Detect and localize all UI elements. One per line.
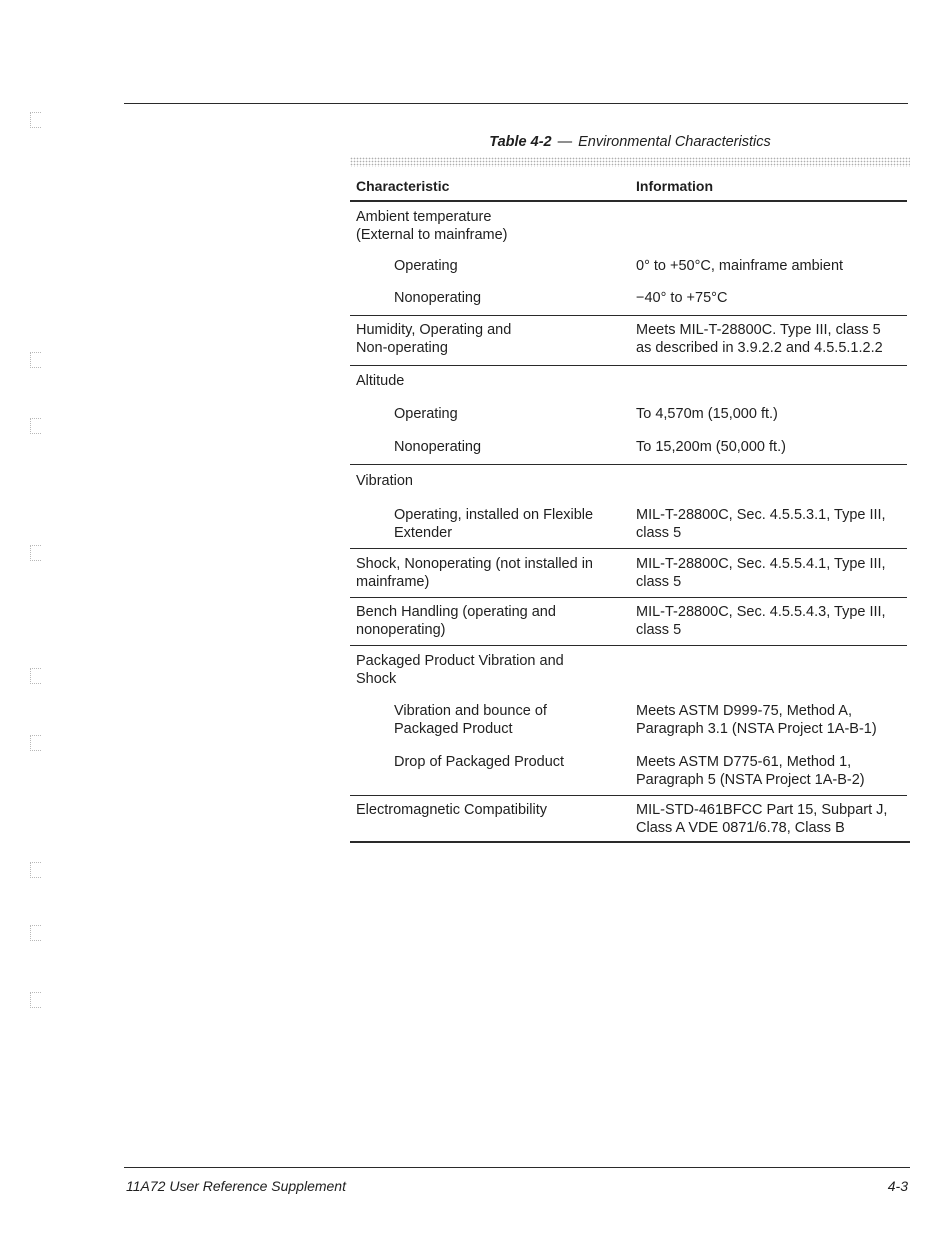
row-divider bbox=[350, 645, 907, 646]
row-vibration-label: Vibration bbox=[356, 473, 413, 489]
label-line: Vibration and bounce of bbox=[394, 703, 547, 719]
margin-mark bbox=[30, 112, 41, 128]
margin-mark bbox=[30, 925, 41, 941]
row-altitude-operating-value: To 4,570m (15,000 ft.) bbox=[636, 406, 778, 422]
row-divider bbox=[350, 464, 907, 465]
margin-mark bbox=[30, 992, 41, 1008]
row-humidity-label bbox=[356, 322, 511, 357]
row-divider bbox=[350, 315, 907, 316]
value-line: class 5 bbox=[636, 621, 682, 638]
row-emc-value bbox=[636, 802, 887, 837]
row-altitude-nonoperating-value: To 15,200m (50,000 ft.) bbox=[636, 439, 786, 455]
value-line: MIL-T-28800C, Sec. 4.5.5.4.1, Type III, bbox=[636, 556, 886, 572]
margin-mark bbox=[30, 545, 41, 561]
label-line: Non-operating bbox=[356, 339, 448, 356]
value-line: class 5 bbox=[636, 573, 682, 590]
row-emc-label: Electromagnetic Compatibility bbox=[356, 802, 547, 818]
row-divider bbox=[350, 795, 907, 796]
label-line: Shock, Nonoperating (not installed in bbox=[356, 556, 593, 572]
margin-mark bbox=[30, 418, 41, 434]
title-dotted-rule bbox=[350, 157, 910, 167]
row-divider bbox=[350, 548, 907, 549]
margin-mark bbox=[30, 862, 41, 878]
row-packaged-sub2-label: Drop of Packaged Product bbox=[394, 754, 565, 770]
value-line: as described in 3.9.2.2 and 4.5.5.1.2.2 bbox=[636, 339, 883, 356]
row-divider bbox=[350, 365, 907, 366]
label-line: Shock bbox=[356, 670, 397, 687]
table-bottom-rule bbox=[350, 841, 910, 843]
row-ambient-nonoperating-value: −40° to +75°C bbox=[636, 290, 728, 306]
row-packaged-value2 bbox=[636, 754, 865, 789]
value-line: Meets ASTM D999-75, Method A, bbox=[636, 703, 852, 719]
row-bench-value bbox=[636, 604, 886, 639]
label-line: Ambient temperature bbox=[356, 209, 492, 225]
value-line: Paragraph 3.1 (NSTA Project 1A-B-1) bbox=[636, 720, 877, 737]
table-title bbox=[350, 134, 910, 150]
label-line: mainframe) bbox=[356, 573, 430, 590]
row-ambient-label bbox=[356, 209, 508, 244]
row-packaged-value1 bbox=[636, 703, 877, 738]
row-humidity-value bbox=[636, 322, 883, 357]
page-top-rule bbox=[124, 103, 908, 104]
row-packaged-sub1-label bbox=[394, 703, 547, 738]
label-line: Packaged Product bbox=[394, 720, 513, 737]
margin-mark bbox=[30, 668, 41, 684]
table-number: Table 4-2 bbox=[489, 134, 552, 150]
label-line: nonoperating) bbox=[356, 621, 446, 638]
margin-mark bbox=[30, 735, 41, 751]
label-line: (External to mainframe) bbox=[356, 226, 508, 243]
footer-page-number: 4-3 bbox=[887, 1178, 908, 1194]
row-altitude-label: Altitude bbox=[356, 373, 405, 389]
row-shock-value bbox=[636, 556, 886, 591]
footer-doc-title: 11A72 User Reference Supplement bbox=[126, 1178, 346, 1194]
value-line: Meets ASTM D775-61, Method 1, bbox=[636, 754, 852, 770]
row-ambient-operating-label: Operating bbox=[394, 258, 458, 274]
row-altitude-operating-label: Operating bbox=[394, 406, 458, 422]
footer-rule bbox=[124, 1167, 910, 1168]
row-packaged-label bbox=[356, 653, 564, 688]
table-name: Environmental Characteristics bbox=[578, 134, 771, 150]
column-header-characteristic: Characteristic bbox=[356, 178, 450, 194]
value-line: MIL-T-28800C, Sec. 4.5.5.4.3, Type III, bbox=[636, 604, 886, 620]
value-line: Class A VDE 0871/6.78, Class B bbox=[636, 819, 845, 836]
label-line: Packaged Product Vibration and bbox=[356, 653, 564, 669]
row-ambient-nonoperating-label: Nonoperating bbox=[394, 290, 482, 306]
row-divider bbox=[350, 597, 907, 598]
value-line: Paragraph 5 (NSTA Project 1A-B-2) bbox=[636, 771, 865, 788]
value-line: class 5 bbox=[636, 524, 682, 541]
row-vibration-sub-label bbox=[394, 507, 593, 542]
row-bench-label bbox=[356, 604, 556, 639]
label-line: Extender bbox=[394, 524, 453, 541]
label-line: Bench Handling (operating and bbox=[356, 604, 556, 620]
column-header-information: Information bbox=[636, 178, 713, 194]
row-vibration-value bbox=[636, 507, 886, 542]
row-shock-label bbox=[356, 556, 593, 591]
value-line: MIL-STD-461BFCC Part 15, Subpart J, bbox=[636, 802, 888, 818]
row-ambient-operating-value: 0° to +50°C, mainframe ambient bbox=[636, 258, 844, 274]
label-line: Humidity, Operating and bbox=[356, 322, 512, 338]
title-dash: — bbox=[557, 134, 573, 150]
value-line: Meets MIL-T-28800C. Type III, class 5 bbox=[636, 322, 881, 338]
row-altitude-nonoperating-label: Nonoperating bbox=[394, 439, 482, 455]
label-line: Operating, installed on Flexible bbox=[394, 507, 594, 523]
header-rule bbox=[350, 200, 907, 202]
margin-mark bbox=[30, 352, 41, 368]
value-line: MIL-T-28800C, Sec. 4.5.5.3.1, Type III, bbox=[636, 507, 886, 523]
